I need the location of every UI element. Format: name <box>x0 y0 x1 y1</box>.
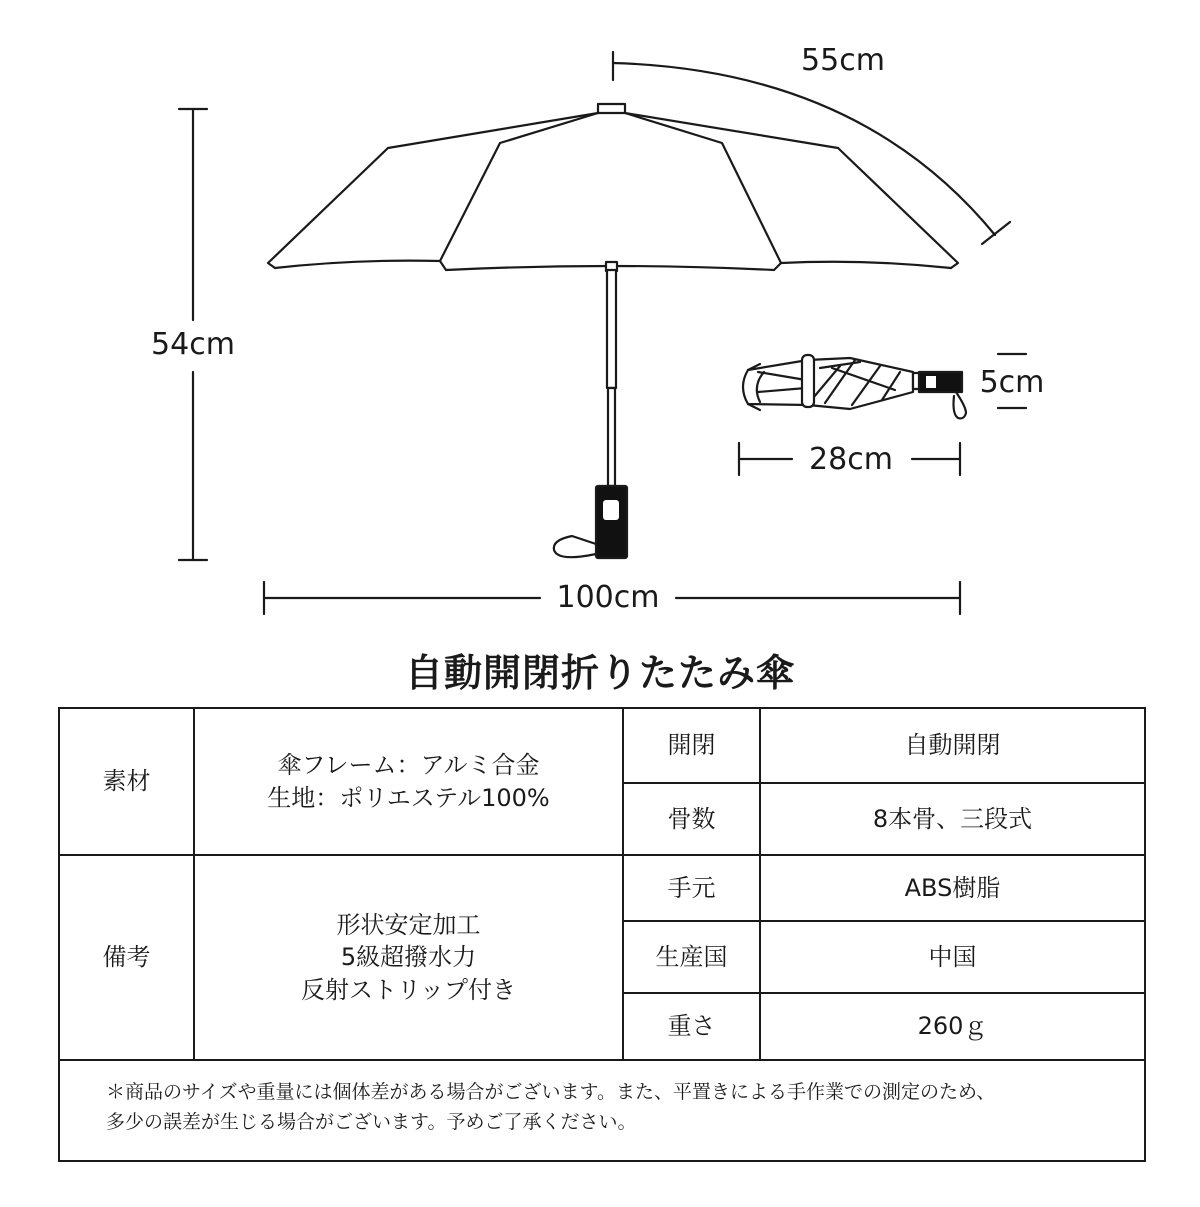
folded-umbrella <box>743 355 966 418</box>
remarks-label: 備考 <box>60 855 194 1060</box>
remarks-line: 形状安定加工 <box>336 910 481 939</box>
open-umbrella-shaft <box>554 262 627 558</box>
open-umbrella-canopy <box>268 104 958 270</box>
remarks-value <box>194 855 623 1060</box>
remarks-line: 5級超撥水力 <box>340 943 477 972</box>
weight-label: 重さ <box>623 993 760 1060</box>
spec-table <box>60 709 1144 1061</box>
handle-value: ABS樹脂 <box>760 855 1144 921</box>
open-close-label: 開閉 <box>623 709 760 783</box>
material-label: 素材 <box>60 709 194 855</box>
note-line: 多少の誤差が生じる場合がございます。予めご了承ください。 <box>106 1111 637 1134</box>
disclaimer-note <box>60 1061 1144 1138</box>
width-label: 100cm <box>556 580 660 615</box>
material-value <box>194 709 623 855</box>
height-label: 54cm <box>151 327 235 362</box>
origin-value: 中国 <box>760 921 1144 993</box>
handle-label: 手元 <box>623 855 760 921</box>
material-line: 生地：ポリエステル100% <box>267 783 550 812</box>
product-title: 自動開閉折りたたみ傘 <box>404 651 795 695</box>
open-close-value: 自動開閉 <box>760 709 1144 783</box>
ribs-label: 骨数 <box>623 783 760 855</box>
material-line: 傘フレーム：アルミ合金 <box>277 751 540 780</box>
origin-label: 生産国 <box>623 921 760 993</box>
ribs-value: 8本骨、三段式 <box>760 783 1144 855</box>
spec-table-container <box>58 707 1146 1162</box>
remarks-line: 反射ストリップ付き <box>300 975 517 1004</box>
folded-diameter-label: 5cm <box>979 365 1045 400</box>
rib-length-dimension <box>613 52 1010 244</box>
weight-value: 260ｇ <box>760 993 1144 1060</box>
rib-length-label: 55cm <box>801 43 885 78</box>
folded-length-label: 28cm <box>809 442 893 477</box>
note-line: ＊商品のサイズや重量には個体差がある場合がございます。また、平置きによる手作業での測定のため、 <box>106 1081 996 1103</box>
